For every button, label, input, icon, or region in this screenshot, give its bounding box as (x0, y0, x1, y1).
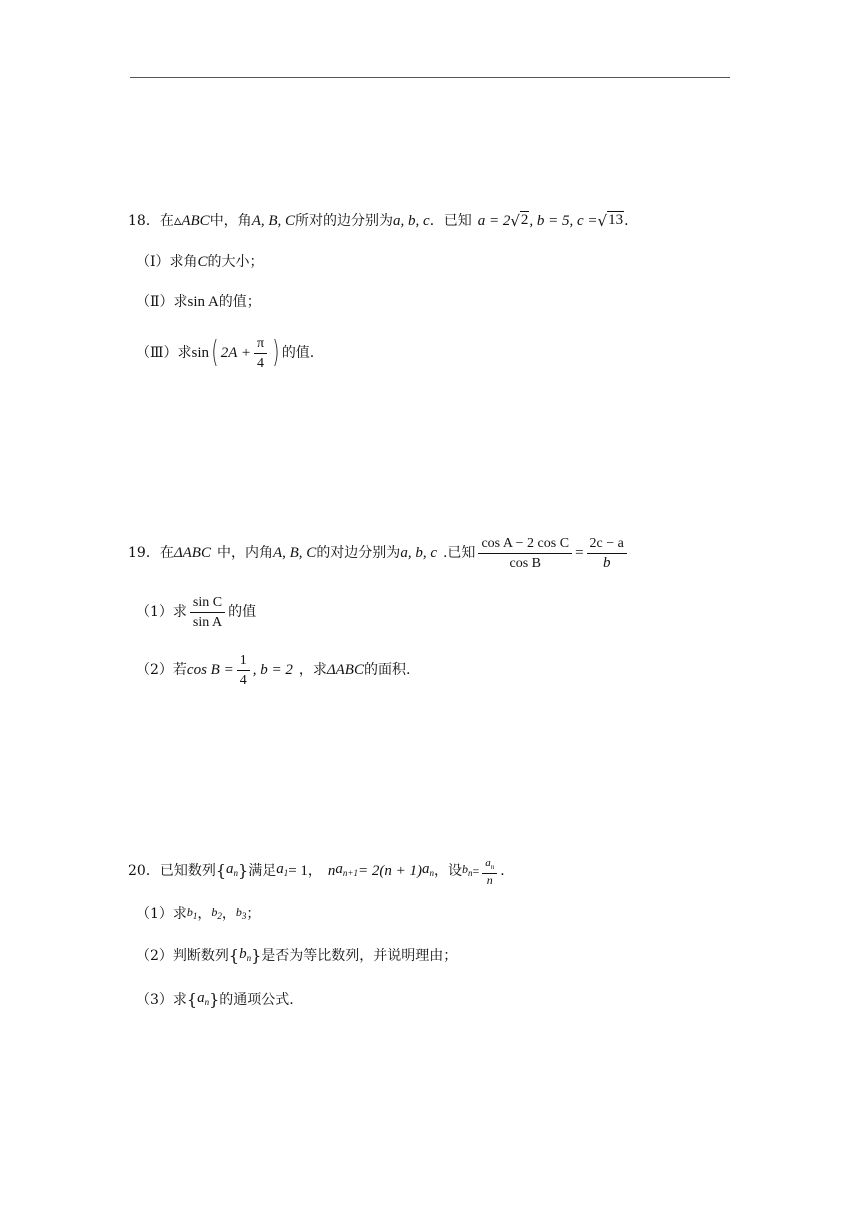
q20-comma-1: ， (197, 906, 212, 922)
q20-a1-subscript: 1 (283, 868, 289, 878)
q18-p1-var: C (197, 254, 208, 270)
left-paren: ( (211, 335, 219, 370)
q20-stem (128, 856, 514, 886)
q20-p2-label: （2）判断数列 (136, 948, 229, 964)
q18-part-1 (136, 252, 264, 272)
q20-number: 20． (128, 863, 160, 879)
q18-a-equation: a = 2 (477, 213, 511, 229)
q18-p3-inner: 2A + (220, 345, 252, 361)
q20-bn-numerator (482, 857, 497, 874)
q20-bn-num-symbol: a (485, 856, 491, 869)
q18-text-4: ．已知 (429, 213, 472, 229)
q18-text-3: 所对的边分别为 (295, 213, 394, 229)
q19-rhs-numerator: 2c − a (587, 534, 627, 554)
q18-stem (128, 211, 638, 231)
header-rule (130, 77, 730, 78)
q18-text-1: 在 (159, 213, 174, 229)
q18-p3-label: （Ⅲ）求 (136, 345, 192, 361)
q19-text-2: 中，内角 (216, 545, 273, 561)
q20-rec-an-subscript: n (429, 868, 434, 878)
q18-sqrt-2-radicand: 2 (520, 212, 529, 228)
q20-seq-symbol: a (226, 861, 234, 877)
q20-bn (462, 859, 473, 883)
q19-rhs-fraction (587, 534, 627, 573)
q20-bn-symbol: b (461, 862, 468, 876)
q20-end: ． (500, 863, 515, 879)
q20-bn-denominator: n (486, 872, 493, 887)
q18-sides: a, b, c (393, 213, 430, 229)
q19-p1-text: 的值 (228, 604, 257, 620)
q19-equals: = (575, 545, 584, 561)
q19-text-4: .已知 (442, 545, 476, 561)
q20-b3 (236, 902, 247, 926)
q20-text-2: 满足 (248, 863, 277, 879)
q19-p2-numerator: 1 (237, 651, 250, 671)
right-brace: } (209, 990, 220, 1009)
q19-triangle: ΔABC (173, 545, 211, 561)
q18-p3-sin: sin (191, 345, 210, 361)
q20-part-1 (136, 902, 260, 926)
q19-text-1: 在 (159, 545, 174, 561)
q20-bn-equals: = (472, 864, 480, 878)
q19-sides: a, b, c (400, 545, 437, 561)
q18-p2-text: 的值； (218, 294, 261, 310)
q19-part-1 (136, 592, 256, 632)
q20-p1-label: （1）求 (136, 906, 187, 922)
q20-text-1: 已知数列 (159, 863, 216, 879)
q18-part-2 (136, 292, 261, 312)
q20-text-4: ，设 (433, 863, 462, 879)
q20-rec-an-symbol: a (421, 861, 430, 877)
q19-p1-fraction (190, 593, 225, 632)
q19-p2-b: , b = 2 (252, 662, 293, 678)
q19-p2-text: 的面积. (363, 662, 411, 678)
q20-p3-seq-symbol: a (197, 990, 205, 1006)
q20-a1 (276, 859, 288, 883)
q19-p2-label: （2）若 (136, 662, 187, 678)
q20-b1-symbol: b (186, 905, 193, 919)
q19-text-3: 的对边分别为 (316, 545, 401, 561)
q20-p2-seq-symbol: b (239, 946, 247, 962)
q19-lhs-denominator: cos B (509, 555, 541, 571)
q20-recurrence-an (422, 859, 434, 883)
q18-p2-expr: sin A (187, 294, 219, 310)
q20-b1-subscript: 1 (192, 911, 198, 921)
q20-rec-subscript: n+1 (342, 868, 358, 878)
q18-end: ． (624, 213, 639, 229)
q20-p1-end: ； (246, 906, 261, 922)
q20-comma-2: ， (221, 906, 236, 922)
q19-lhs-numerator: cos A − 2 cos C (478, 534, 572, 554)
q20-part-2 (136, 944, 457, 968)
right-brace: } (251, 946, 262, 965)
q20-b2 (211, 902, 222, 926)
q20-p3-text: 的通项公式. (219, 992, 294, 1008)
q20-b3-subscript: 3 (241, 911, 247, 921)
q20-seq-subscript: n (233, 868, 239, 878)
q20-p3-seq-subscript: n (204, 997, 210, 1007)
q18-text-2: 中，角 (209, 213, 252, 229)
q19-p1-denominator: sin A (192, 614, 223, 630)
right-paren: ) (272, 335, 280, 370)
q20-bn-fraction (482, 857, 497, 886)
q18-sqrt-2: √ 2 (510, 212, 529, 230)
q19-part-2 (136, 650, 410, 690)
q19-p2-cos: cos B = (186, 662, 234, 678)
q18-p1-label: （Ⅰ）求角 (136, 254, 198, 270)
q20-bn-num-subscript: n (490, 862, 495, 871)
q20-b2-subscript: 2 (217, 911, 222, 921)
q18-sqrt-13: √ 13 (597, 212, 624, 230)
q20-recurrence-term (335, 859, 358, 883)
q18-p3-denominator: 4 (257, 355, 265, 371)
left-brace: { (228, 946, 240, 965)
q20-p3-label: （3）求 (136, 992, 187, 1008)
q20-a1-value: = 1 (288, 863, 308, 879)
q19-p2-fraction (237, 651, 250, 690)
q19-p2-triangle: ΔABC (326, 662, 364, 678)
q18-p2-label: （Ⅱ）求 (136, 294, 188, 310)
q18-angles: A, B, C (251, 213, 296, 229)
q20-seq (226, 859, 238, 883)
left-brace: { (215, 861, 227, 880)
q20-part-3 (136, 988, 294, 1012)
q19-number: 19． (128, 545, 160, 561)
q19-angles: A, B, C (272, 545, 317, 561)
q19-stem (128, 533, 630, 573)
q20-text-3: ， (307, 863, 322, 879)
q20-b2-symbol: b (211, 905, 218, 919)
q19-p1-numerator: sin C (190, 593, 225, 613)
q18-p1-text: 的大小； (207, 254, 264, 270)
q20-bn-subscript: n (467, 868, 473, 878)
q18-part-3 (136, 333, 314, 373)
q20-p2-text: 是否为等比数列，并说明理由； (261, 948, 458, 964)
q19-lhs-fraction (478, 534, 572, 573)
q18-p3-text: 的值. (281, 345, 315, 361)
right-brace: } (238, 861, 249, 880)
q20-b1 (187, 902, 198, 926)
q18-triangle: ▵ABC (173, 213, 210, 229)
q20-p2-seq-subscript: n (246, 953, 252, 963)
left-brace: { (186, 990, 198, 1009)
q20-a1-symbol: a (276, 861, 284, 877)
q18-p3-fraction (254, 334, 267, 373)
q20-recurrence-n: n (327, 863, 336, 879)
q19-p2-mid: ，求 (298, 662, 327, 678)
q20-p3-seq (197, 988, 209, 1012)
q20-recurrence-rhs: = 2(n + 1) (358, 863, 422, 879)
q18-number: 18． (128, 213, 160, 229)
q19-p1-label: （1）求 (136, 604, 187, 620)
q18-b-c-equation: , b = 5, c = (529, 213, 598, 229)
q19-rhs-denominator: b (602, 554, 611, 571)
q18-sqrt-13-radicand: 13 (608, 212, 624, 228)
q19-p2-denominator: 4 (239, 672, 247, 688)
q20-rec-symbol: a (335, 861, 343, 877)
q20-b3-symbol: b (235, 905, 242, 919)
q18-p3-numerator: π (254, 334, 267, 354)
q20-p2-seq (239, 944, 251, 968)
